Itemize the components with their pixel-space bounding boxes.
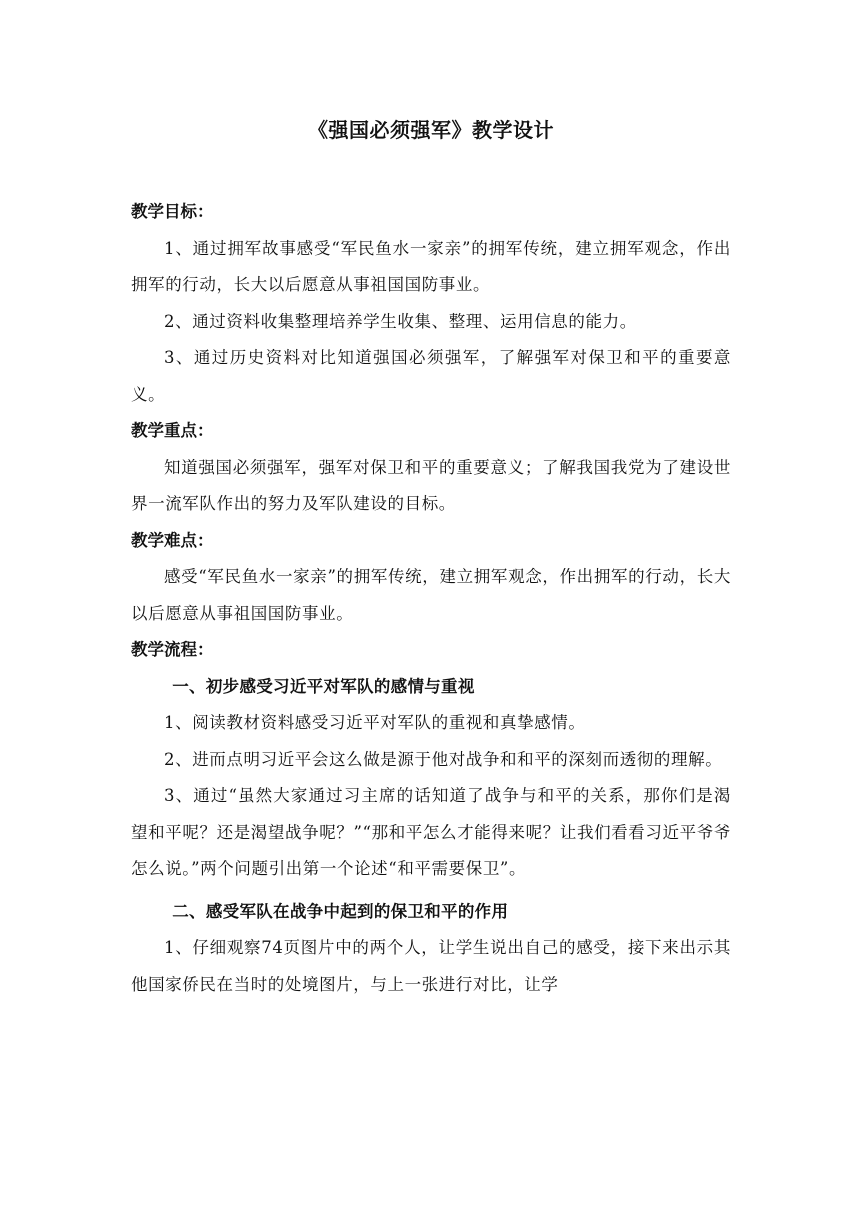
process-section-2-title: 二、感受军队在战争中起到的保卫和平的作用 <box>172 901 509 921</box>
section-1-item-2: 2、进而点明习近平会这么做是源于他对战争和和平的深刻而透彻的理解。 <box>164 749 723 769</box>
section-2-item-1: 1、仔细观察74页图片中的两个人，让学生说出自己的感受，接下来出示其他国家侨民在当时的处境图片，与上一张进行对比，让学 <box>131 938 731 994</box>
section-1-item-1: 1、阅读教材资料感受习近平对军队的重视和真挚感情。 <box>164 713 586 732</box>
key-points-text: 知道强国必须强军，强军对保卫和平的重要意义；了解我国我党为了建设世界一流军队作出的努力及军队建设的目标。 <box>131 457 731 513</box>
objectives-heading: 教学目标： <box>131 202 214 221</box>
section-1-item-3: 3、通过“虽然大家通过习主席的话知道了战争与和平的关系，那你们是渴望和平呢？还是渴望战争呢？”“那和平怎么才能得来呢？让我们看看习近平爷爷怎么说。”两个问题引出第一个论述“和平需要保卫”。 <box>131 786 731 878</box>
difficulties-heading: 教学难点： <box>131 530 214 550</box>
document-content <box>131 112 731 1003</box>
document-title: 《强国必须强军》教学设计 <box>308 118 554 142</box>
objective-item-2: 2、通过资料收集整理培养学生收集、整理、运用信息的能力。 <box>164 311 637 331</box>
process-section-1-title: 一、初步感受习近平对军队的感情与重视 <box>172 676 475 696</box>
key-points-heading: 教学重点： <box>131 421 214 440</box>
objective-item-1: 1、通过拥军故事感受“军民鱼水一家亲”的拥军传统，建立拥军观念，作出拥军的行动，长大以后愿意从事祖国国防事业。 <box>131 238 731 294</box>
difficulties-text: 感受“军民鱼水一家亲”的拥军传统，建立拥军观念，作出拥军的行动，长大以后愿意从事祖国国防事业。 <box>131 567 731 623</box>
process-heading: 教学流程： <box>131 640 214 659</box>
objective-item-3: 3、通过历史资料对比知道强国必须强军，了解强军对保卫和平的重要意义。 <box>131 348 731 404</box>
